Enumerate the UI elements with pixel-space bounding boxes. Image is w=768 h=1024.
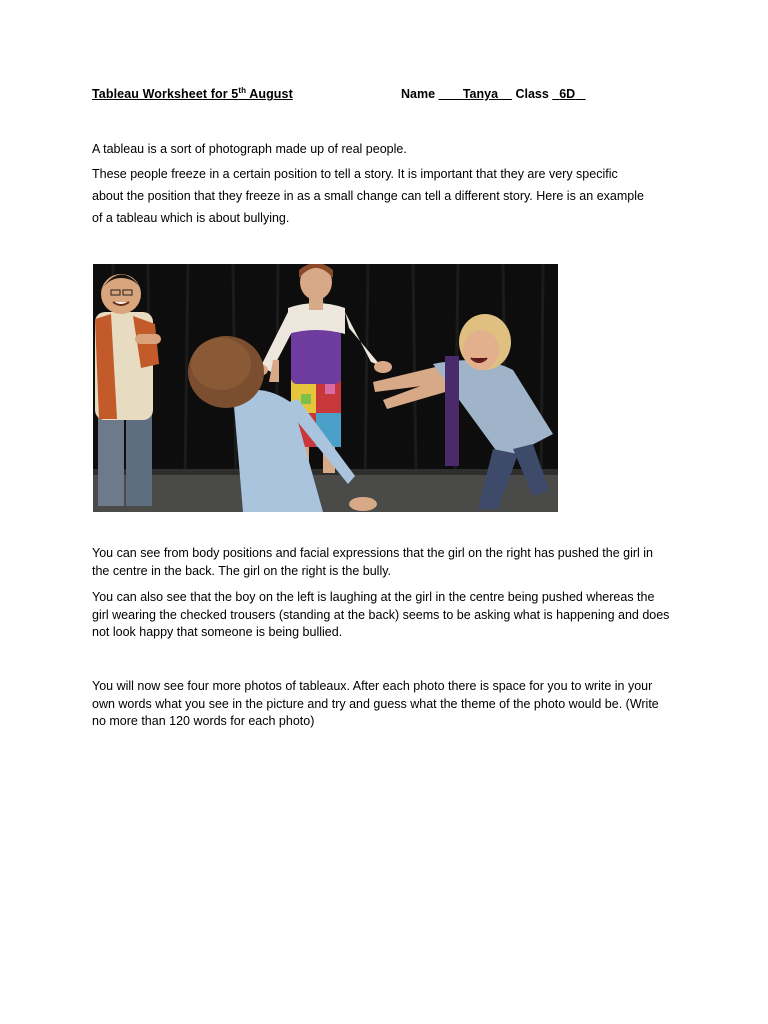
worksheet-title bbox=[92, 87, 293, 101]
name-field bbox=[439, 87, 512, 101]
class-label: Class bbox=[515, 87, 549, 101]
explanation-paragraph: These people freeze in a certain position to tell a story. It is important that they are very specific about the position that they freeze in as a small change can tell a different story. Here is an example of a tableau which is about bullying. bbox=[92, 167, 644, 225]
title-suffix: August bbox=[246, 87, 293, 101]
observation-paragraph-2: You can also see that the boy on the left is laughing at the girl in the centre being pushed whereas the girl wearing the checked trousers (standing at the back) seems to be asking what is happening and does not look happy that someone is being bullied. bbox=[92, 590, 670, 639]
class-value: 6D bbox=[559, 87, 576, 101]
intro-paragraph: A tableau is a sort of photograph made up of real people. bbox=[92, 142, 407, 156]
title-prefix: Tableau Worksheet for 5 bbox=[92, 87, 239, 101]
name-label: Name bbox=[401, 87, 436, 101]
observation-paragraph-1: You can see from body positions and facial expressions that the girl on the right has pushed the girl in the centre in the back. The girl on the right is the bully. bbox=[92, 546, 653, 578]
name-class-line bbox=[401, 87, 586, 101]
name-value: Tanya bbox=[462, 87, 499, 101]
tableau-photo-illustration bbox=[93, 264, 558, 512]
tableau-photo bbox=[93, 264, 558, 512]
title-superscript: th bbox=[238, 85, 247, 95]
class-field bbox=[552, 87, 585, 101]
instructions-paragraph: You will now see four more photos of tableaux. After each photo there is space for you to write in your own words what you see in the picture and try and guess what the theme of the photo would be. (Write no more than 120 words for each photo) bbox=[92, 679, 659, 728]
